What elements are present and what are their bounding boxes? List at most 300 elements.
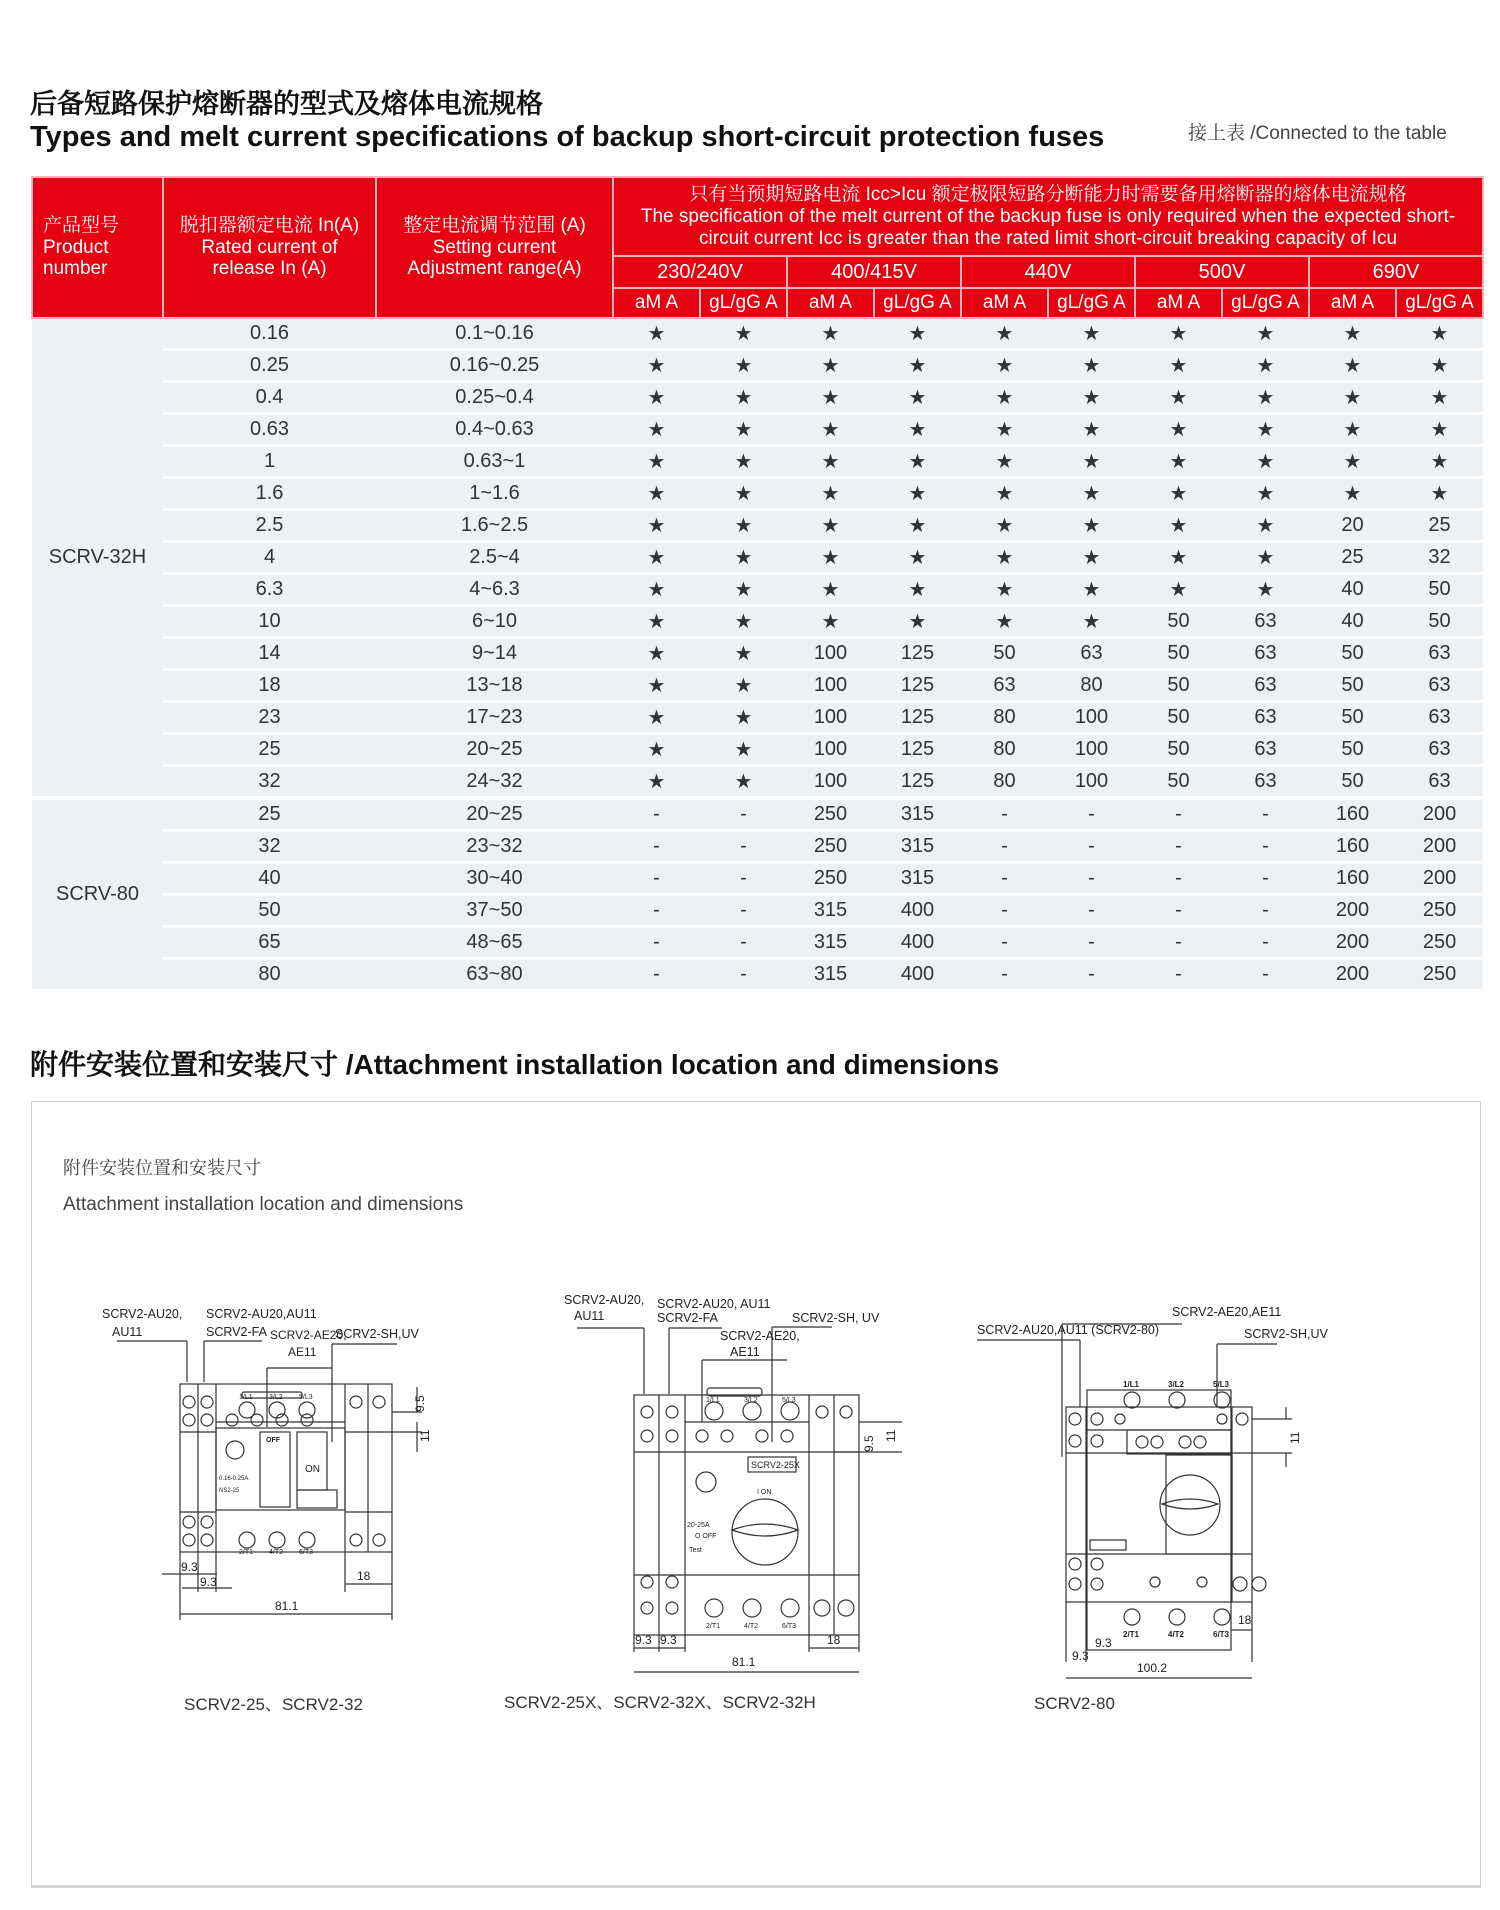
setting-range-cell: 63~80: [376, 959, 613, 990]
fuse-value-cell: -: [1048, 959, 1135, 990]
fuse-value-cell: -: [1222, 895, 1309, 927]
header-range-cn: 整定电流调节范围 (A): [403, 214, 586, 236]
fuse-value-cell: 63: [1222, 734, 1309, 766]
rated-current-cell: 23: [163, 702, 376, 734]
label-au20-au11: SCRV2-AU20,AU11 (SCRV2-80): [977, 1323, 1160, 1337]
setting-range-cell: 0.25~0.4: [376, 382, 613, 414]
fuse-value-cell: -: [961, 863, 1048, 895]
fuse-value-cell: 50: [1135, 638, 1222, 670]
terminal-6t3: 6/T3: [782, 1623, 797, 1630]
fuse-value-cell: ★: [613, 446, 700, 478]
fuse-spec-table: [31, 176, 1484, 989]
table-row: [32, 510, 1483, 542]
terminal-3l2: 3/L2: [744, 1397, 758, 1404]
header-fuse-type: aM A: [787, 288, 874, 318]
fuse-value-cell: -: [961, 798, 1048, 831]
fuse-value-cell: ★: [961, 446, 1048, 478]
label-au20-b: AU11: [112, 1325, 143, 1339]
table-row: [32, 831, 1483, 863]
fuse-value-cell: ★: [1048, 574, 1135, 606]
header-voltage: 690V: [1309, 256, 1483, 288]
setting-range-cell: 0.4~0.63: [376, 414, 613, 446]
fuse-value-cell: 50: [961, 638, 1048, 670]
table-row: [32, 798, 1483, 831]
header-setting-range: [376, 177, 613, 318]
fuse-value-cell: ★: [700, 574, 787, 606]
rated-current-cell: 50: [163, 895, 376, 927]
fuse-value-cell: 63: [961, 670, 1048, 702]
header-note-en2: circuit current Icc is greater than the rated limit short-circuit breaking capacity of Icu: [699, 227, 1398, 249]
fuse-value-cell: 50: [1309, 670, 1396, 702]
caption-scrv2-25: SCRV2-25、SCRV2-32: [184, 1695, 363, 1714]
fuse-value-cell: -: [1135, 927, 1222, 959]
fuse-value-cell: 400: [874, 895, 961, 927]
fuse-value-cell: ★: [613, 350, 700, 382]
fuse-value-cell: 40: [1309, 574, 1396, 606]
fuse-value-cell: 63: [1222, 702, 1309, 734]
fuse-value-cell: ★: [1309, 318, 1396, 350]
terminal-1l1: 1/L1: [239, 1394, 253, 1401]
fuse-value-cell: ★: [1222, 350, 1309, 382]
header-rated-cn: 脱扣器额定电流 In(A): [179, 214, 360, 236]
fuse-value-cell: ★: [700, 670, 787, 702]
fuse-value-cell: ★: [1309, 478, 1396, 510]
fuse-value-cell: ★: [1135, 382, 1222, 414]
label-sh-uv: SCRV2-SH,UV: [335, 1327, 419, 1341]
fuse-value-cell: ★: [1396, 414, 1483, 446]
terminal-5l3: 5/L3: [299, 1394, 313, 1401]
fuse-value-cell: ★: [613, 414, 700, 446]
fuse-value-cell: 80: [961, 766, 1048, 799]
fuse-value-cell: ★: [961, 574, 1048, 606]
fuse-value-cell: ★: [1048, 382, 1135, 414]
table-row: [32, 702, 1483, 734]
terminal-2t1: 2/T1: [1123, 1630, 1140, 1639]
fuse-value-cell: ★: [613, 478, 700, 510]
fuse-value-cell: 315: [787, 959, 874, 990]
rated-current-cell: 6.3: [163, 574, 376, 606]
fuse-value-cell: 200: [1309, 927, 1396, 959]
dim-left1: 9.3: [181, 1560, 198, 1574]
fuse-value-cell: ★: [700, 414, 787, 446]
setting-range-cell: 24~32: [376, 766, 613, 799]
fuse-value-cell: ★: [874, 478, 961, 510]
fuse-value-cell: ★: [1048, 542, 1135, 574]
fuse-value-cell: -: [700, 798, 787, 831]
fuse-value-cell: -: [700, 895, 787, 927]
fuse-value-cell: 50: [1135, 734, 1222, 766]
header-fuse-type: aM A: [1135, 288, 1222, 318]
rated-current-cell: 0.4: [163, 382, 376, 414]
header-range-en2: Adjustment range(A): [407, 258, 582, 280]
fuse-value-cell: 50: [1396, 606, 1483, 638]
fuse-value-cell: ★: [961, 382, 1048, 414]
terminal-6t3: 6/T3: [299, 1549, 314, 1556]
dim-top-height: 11: [418, 1429, 432, 1442]
front-off: O OFF: [695, 1533, 717, 1540]
label-au20-a: SCRV2-AU20,: [102, 1307, 183, 1321]
dim-left1: 9.3: [635, 1633, 652, 1647]
fuse-value-cell: 50: [1135, 606, 1222, 638]
setting-range-cell: 0.1~0.16: [376, 318, 613, 350]
table-row: [32, 734, 1483, 766]
fuse-value-cell: ★: [700, 702, 787, 734]
dim-width: 81.1: [275, 1599, 299, 1613]
fuse-value-cell: 160: [1309, 798, 1396, 831]
fuse-value-cell: ★: [787, 606, 874, 638]
fuse-value-cell: 100: [787, 766, 874, 799]
fuse-value-cell: ★: [1135, 446, 1222, 478]
setting-range-cell: 23~32: [376, 831, 613, 863]
front-range: 0.16-0.25A: [219, 1476, 249, 1482]
fuse-value-cell: 25: [1396, 510, 1483, 542]
fuse-value-cell: 63: [1396, 766, 1483, 799]
fuse-value-cell: -: [1048, 895, 1135, 927]
fuse-value-cell: 125: [874, 734, 961, 766]
fuse-value-cell: ★: [1135, 318, 1222, 350]
fuse-value-cell: ★: [787, 382, 874, 414]
dim-right: 18: [1238, 1613, 1252, 1627]
fuse-value-cell: ★: [700, 542, 787, 574]
fuse-value-cell: 80: [961, 734, 1048, 766]
terminal-1l1: 1/L1: [1123, 1380, 1140, 1389]
fuse-value-cell: 160: [1309, 831, 1396, 863]
fuse-value-cell: ★: [1135, 350, 1222, 382]
fuse-value-cell: 100: [1048, 766, 1135, 799]
fuse-value-cell: 200: [1309, 959, 1396, 990]
fuse-value-cell: 100: [787, 734, 874, 766]
fuse-value-cell: -: [1222, 959, 1309, 990]
header-product-cn: 产品型号: [43, 214, 120, 236]
fuse-value-cell: ★: [787, 510, 874, 542]
fuse-value-cell: -: [1222, 831, 1309, 863]
terminal-5l3: 5/L3: [782, 1397, 796, 1404]
fuse-value-cell: ★: [1048, 350, 1135, 382]
terminal-6t3: 6/T3: [1213, 1630, 1230, 1639]
table-row: [32, 959, 1483, 990]
fuse-value-cell: ★: [787, 414, 874, 446]
fuse-value-cell: ★: [1135, 478, 1222, 510]
table-row: [32, 318, 1483, 350]
fuse-value-cell: -: [1048, 863, 1135, 895]
rated-current-cell: 0.16: [163, 318, 376, 350]
fuse-value-cell: 315: [874, 831, 961, 863]
fuse-value-cell: -: [1135, 863, 1222, 895]
fuse-value-cell: ★: [787, 542, 874, 574]
fuse-value-cell: ★: [961, 542, 1048, 574]
fuse-value-cell: -: [1135, 959, 1222, 990]
header-fuse-type: gL/gG A: [1396, 288, 1483, 318]
fuse-value-cell: 100: [787, 702, 874, 734]
fuse-value-cell: ★: [787, 446, 874, 478]
dim-right: 18: [827, 1633, 841, 1647]
rated-current-cell: 18: [163, 670, 376, 702]
dim-top-height: 11: [884, 1429, 898, 1442]
fuse-value-cell: ★: [961, 510, 1048, 542]
rated-current-cell: 25: [163, 734, 376, 766]
fuse-value-cell: 100: [787, 670, 874, 702]
continued-note: 接上表 /Connected to the table: [1188, 123, 1447, 144]
dim-top-height: 11: [1288, 1431, 1302, 1444]
fuse-value-cell: ★: [1048, 446, 1135, 478]
fuse-value-cell: 50: [1309, 766, 1396, 799]
header-rated-current: [163, 177, 376, 318]
fuse-value-cell: -: [700, 959, 787, 990]
fuse-value-cell: ★: [1222, 478, 1309, 510]
fuse-value-cell: ★: [1396, 446, 1483, 478]
setting-range-cell: 13~18: [376, 670, 613, 702]
setting-range-cell: 37~50: [376, 895, 613, 927]
dim-left2: 9.3: [1072, 1649, 1089, 1662]
fuse-value-cell: ★: [1135, 414, 1222, 446]
fuse-value-cell: ★: [1309, 414, 1396, 446]
fuse-value-cell: ★: [1048, 318, 1135, 350]
fuse-value-cell: 50: [1135, 766, 1222, 799]
fuse-value-cell: ★: [1048, 510, 1135, 542]
fuse-value-cell: 50: [1135, 670, 1222, 702]
fuse-value-cell: ★: [613, 766, 700, 799]
fuse-value-cell: 20: [1309, 510, 1396, 542]
fuse-value-cell: ★: [874, 318, 961, 350]
rated-current-cell: 1: [163, 446, 376, 478]
fuse-value-cell: 50: [1135, 702, 1222, 734]
table-row: [32, 895, 1483, 927]
header-rated-en2: release In (A): [212, 258, 327, 280]
fuse-value-cell: -: [1135, 895, 1222, 927]
fuse-value-cell: ★: [874, 446, 961, 478]
fuse-value-cell: ★: [1396, 318, 1483, 350]
fuse-value-cell: ★: [700, 606, 787, 638]
fuse-value-cell: ★: [1309, 382, 1396, 414]
fuse-value-cell: ★: [1222, 382, 1309, 414]
fuse-value-cell: 315: [874, 798, 961, 831]
front-range: 20-25A: [687, 1522, 710, 1529]
fuse-value-cell: 315: [787, 927, 874, 959]
fuse-value-cell: -: [613, 927, 700, 959]
dim-top-gap: 9.5: [413, 1395, 427, 1412]
header-product-en1: Product: [43, 236, 109, 258]
fuse-value-cell: 63: [1396, 734, 1483, 766]
fuse-value-cell: 25: [1309, 542, 1396, 574]
fuse-value-cell: 315: [787, 895, 874, 927]
fuse-value-cell: -: [700, 831, 787, 863]
fuse-value-cell: 250: [787, 831, 874, 863]
front-test: Test: [689, 1547, 702, 1554]
fuse-value-cell: ★: [787, 318, 874, 350]
header-note-en1: The specification of the melt current of the backup fuse is only required when the expected short-: [640, 205, 1456, 227]
panel-title-en: Attachment installation location and dimensions: [63, 1194, 464, 1215]
fuse-value-cell: 250: [1396, 895, 1483, 927]
header-fuse-type: gL/gG A: [874, 288, 961, 318]
setting-range-cell: 20~25: [376, 798, 613, 831]
fuse-value-cell: 63: [1222, 606, 1309, 638]
dim-width: 100.2: [1137, 1661, 1168, 1675]
fuse-value-cell: 400: [874, 959, 961, 990]
label-fa: SCRV2-FA: [206, 1325, 267, 1339]
fuse-value-cell: 250: [787, 863, 874, 895]
rated-current-cell: 80: [163, 959, 376, 990]
fuse-value-cell: ★: [613, 638, 700, 670]
fuse-value-cell: 63: [1396, 702, 1483, 734]
dim-right: 18: [357, 1569, 371, 1583]
dim-width-line: [1042, 1658, 1282, 1688]
label-ae20-ae11: SCRV2-AE20,AE11: [1172, 1305, 1282, 1319]
table-row: [32, 927, 1483, 959]
fuse-value-cell: -: [961, 831, 1048, 863]
attachment-panel: [31, 1101, 1481, 1888]
fuse-value-cell: ★: [1222, 574, 1309, 606]
fuse-value-cell: -: [613, 831, 700, 863]
fuse-value-cell: ★: [961, 350, 1048, 382]
label-au20-b: AU11: [574, 1309, 605, 1323]
fuse-value-cell: ★: [613, 510, 700, 542]
table-row: [32, 382, 1483, 414]
label-au20au11: SCRV2-AU20, AU11: [657, 1297, 771, 1311]
fuse-value-cell: ★: [874, 574, 961, 606]
rated-current-cell: 14: [163, 638, 376, 670]
fuse-value-cell: ★: [1396, 478, 1483, 510]
header-voltage: 500V: [1135, 256, 1309, 288]
fuse-value-cell: ★: [1396, 350, 1483, 382]
fuse-value-cell: ★: [787, 478, 874, 510]
header-fuse-note: [613, 177, 1483, 256]
fuse-value-cell: ★: [700, 446, 787, 478]
diagram-scrv2-80: [972, 1282, 1372, 1662]
caption-scrv2-25x: SCRV2-25X、SCRV2-32X、SCRV2-32H: [504, 1693, 816, 1712]
fuse-value-cell: 315: [874, 863, 961, 895]
terminal-1l1: 1/L1: [706, 1397, 720, 1404]
setting-range-cell: 0.63~1: [376, 446, 613, 478]
diagram-scrv2-25x-width: [632, 1652, 872, 1682]
dim-width-line: [632, 1652, 872, 1682]
fuse-value-cell: -: [1222, 863, 1309, 895]
header-voltage: 400/415V: [787, 256, 961, 288]
fuse-value-cell: ★: [874, 350, 961, 382]
label-fa: SCRV2-FA: [657, 1311, 718, 1325]
fuse-value-cell: ★: [613, 606, 700, 638]
fuse-value-cell: 200: [1396, 863, 1483, 895]
fuse-value-cell: 200: [1396, 798, 1483, 831]
fuse-value-cell: -: [1222, 927, 1309, 959]
rated-current-cell: 2.5: [163, 510, 376, 542]
fuse-value-cell: 100: [787, 638, 874, 670]
fuse-value-cell: 160: [1309, 863, 1396, 895]
fuse-value-cell: ★: [787, 350, 874, 382]
fuse-value-cell: ★: [613, 734, 700, 766]
table-row: [32, 863, 1483, 895]
setting-range-cell: 4~6.3: [376, 574, 613, 606]
fuse-value-cell: ★: [874, 510, 961, 542]
fuse-value-cell: 50: [1309, 734, 1396, 766]
fuse-value-cell: ★: [700, 318, 787, 350]
front-off: OFF: [266, 1437, 280, 1444]
dim-top-gap: 9.5: [862, 1435, 876, 1452]
fuse-value-cell: 63: [1222, 638, 1309, 670]
fuse-value-cell: -: [613, 863, 700, 895]
rated-current-cell: 40: [163, 863, 376, 895]
product-model-cell: SCRV-80: [32, 798, 163, 989]
fuse-value-cell: 40: [1309, 606, 1396, 638]
front-model: NS2-25: [219, 1488, 240, 1494]
fuse-value-cell: -: [1135, 831, 1222, 863]
fuse-value-cell: ★: [700, 350, 787, 382]
rated-current-cell: 65: [163, 927, 376, 959]
rated-current-cell: 0.63: [163, 414, 376, 446]
fuse-value-cell: 125: [874, 638, 961, 670]
header-fuse-type: gL/gG A: [1222, 288, 1309, 318]
fuse-value-cell: ★: [874, 382, 961, 414]
fuse-value-cell: 250: [787, 798, 874, 831]
fuse-value-cell: ★: [1048, 606, 1135, 638]
label-au20au11: SCRV2-AU20,AU11: [206, 1307, 317, 1321]
table-row: [32, 478, 1483, 510]
fuse-value-cell: ★: [961, 606, 1048, 638]
table-row: [32, 446, 1483, 478]
page-title-cn: 后备短路保护熔断器的型式及熔体电流规格: [30, 89, 543, 119]
table-row: [32, 350, 1483, 382]
header-product-en2: number: [43, 258, 108, 280]
fuse-value-cell: ★: [700, 734, 787, 766]
fuse-value-cell: ★: [1048, 478, 1135, 510]
fuse-value-cell: 125: [874, 670, 961, 702]
header-note-cn: 只有当预期短路电流 Icc>Icu 额定极限短路分断能力时需要备用熔断器的熔体电流规格: [689, 183, 1407, 205]
fuse-value-cell: ★: [700, 766, 787, 799]
fuse-value-cell: 50: [1309, 638, 1396, 670]
setting-range-cell: 20~25: [376, 734, 613, 766]
fuse-value-cell: -: [613, 895, 700, 927]
label-sh-uv: SCRV2-SH, UV: [792, 1311, 880, 1325]
header-fuse-type: gL/gG A: [1048, 288, 1135, 318]
dim-left2: 9.3: [200, 1575, 217, 1589]
header-fuse-type: gL/gG A: [700, 288, 787, 318]
terminal-2t1: 2/T1: [706, 1623, 721, 1630]
fuse-value-cell: -: [700, 927, 787, 959]
fuse-value-cell: 400: [874, 927, 961, 959]
fuse-value-cell: -: [961, 895, 1048, 927]
fuse-value-cell: ★: [961, 414, 1048, 446]
fuse-value-cell: ★: [613, 670, 700, 702]
panel-title-cn: 附件安装位置和安装尺寸: [63, 1158, 261, 1178]
fuse-value-cell: ★: [1309, 350, 1396, 382]
fuse-value-cell: ★: [700, 638, 787, 670]
caption-scrv2-80: SCRV2-80: [1034, 1694, 1115, 1713]
diagram-scrv2-80-drawing: [972, 1282, 1372, 1662]
header-fuse-type: aM A: [613, 288, 700, 318]
fuse-value-cell: ★: [613, 574, 700, 606]
fuse-value-cell: -: [1048, 927, 1135, 959]
fuse-value-cell: 63: [1048, 638, 1135, 670]
fuse-value-cell: -: [613, 798, 700, 831]
fuse-value-cell: -: [700, 863, 787, 895]
setting-range-cell: 1~1.6: [376, 478, 613, 510]
fuse-value-cell: 80: [961, 702, 1048, 734]
header-fuse-type: aM A: [961, 288, 1048, 318]
page-title-en: Types and melt current specifications of backup short-circuit protection fuses: [30, 121, 1105, 153]
section-title-attachments: 附件安装位置和安装尺寸 /Attachment installation location and dimensions: [30, 1049, 1000, 1080]
fuse-value-cell: ★: [1396, 382, 1483, 414]
setting-range-cell: 30~40: [376, 863, 613, 895]
label-ae11: AE11: [288, 1345, 317, 1359]
fuse-value-cell: -: [1135, 798, 1222, 831]
setting-range-cell: 0.16~0.25: [376, 350, 613, 382]
table-row: [32, 414, 1483, 446]
fuse-value-cell: ★: [1135, 542, 1222, 574]
fuse-value-cell: ★: [613, 382, 700, 414]
fuse-value-cell: ★: [874, 414, 961, 446]
terminal-5l3: 5/L3: [1213, 1380, 1230, 1389]
label-au20-a: SCRV2-AU20,: [564, 1293, 645, 1307]
fuse-value-cell: ★: [1048, 414, 1135, 446]
